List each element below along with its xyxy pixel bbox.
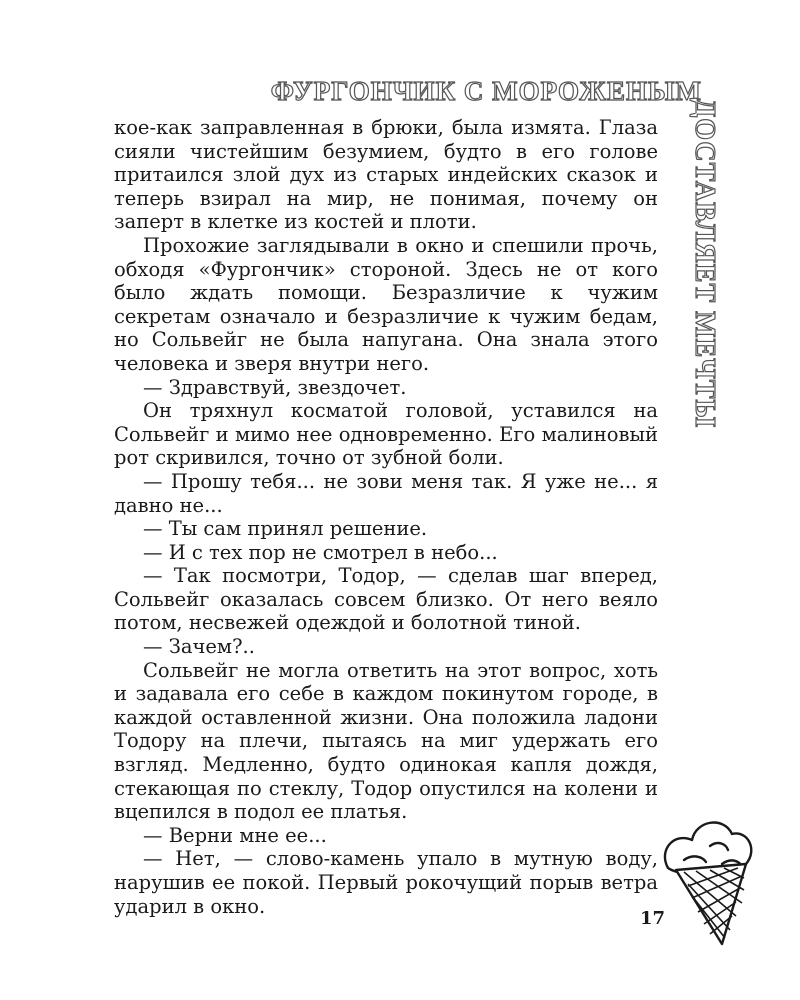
side-title: ДОСТАВЛЯЕТ МЕЧТЫ: [689, 98, 720, 428]
paragraph: — И с тех пор не смотрел в небо...: [143, 540, 498, 564]
paragraph: — Ты сам принял решение.: [143, 517, 428, 541]
paragraph: — Так посмотри, Тодор, — сделав шаг вперед, Сольвейг оказалась совсем близко. От него веяло потом, несвежей одеждой и болотной тиной.: [114, 564, 658, 635]
paragraph: — Здравствуй, звездочет.: [143, 375, 407, 399]
paragraph: Сольвейг не могла ответить на этот вопрос, хоть и задавала его себе в каждом покинутом городе, в каждой оставленной жизни. Она положила ладони Тодору на плечи, пытаясь на миг удержать его взгляд. Медленно, будто одинокая капля дождя, стекающая по стеклу, Тодор опустился на колени и вцепился в подол ее платья.: [114, 658, 658, 824]
paragraph: Он тряхнул косматой головой, уставился на Сольвейг и мимо нее одновременно. Его малиновый рот скривился, точно от зубной боли.: [114, 399, 658, 470]
paragraph: — Верни мне ее...: [143, 823, 327, 847]
page-number: 17: [640, 908, 666, 929]
paragraph: — Зачем?..: [143, 635, 255, 659]
paragraph: кое-как заправленная в брюки, была измята. Глаза сияли чистейшим безумием, будто в его голове притаился злой дух из старых индейских сказок и теперь взирал на мир, не понимая, почему он заперт в клетке из костей и плоти.: [114, 116, 658, 234]
running-head: ФУРГОНЧИК С МОРОЖЕНЫМ: [270, 76, 702, 106]
ice-cream-cone-icon: [662, 810, 754, 950]
paragraph: — Нет, — слово-камень упало в мутную воду, нарушив ее покой. Первый рокочущий порыв ветра ударил в окно.: [114, 847, 658, 918]
paragraph: — Прошу тебя... не зови меня так. Я уже не... я давно не...: [114, 469, 658, 517]
page-body: [114, 116, 658, 918]
paragraph: Прохожие заглядывали в окно и спешили прочь, обходя «Фургончик» стороной. Здесь не от кого было ждать помощи. Безразличие к чужим секретам означало и безразличие к чужим бедам, но Сольвейг не была напугана. Она знала этого человека и зверя внутри него.: [114, 233, 658, 375]
